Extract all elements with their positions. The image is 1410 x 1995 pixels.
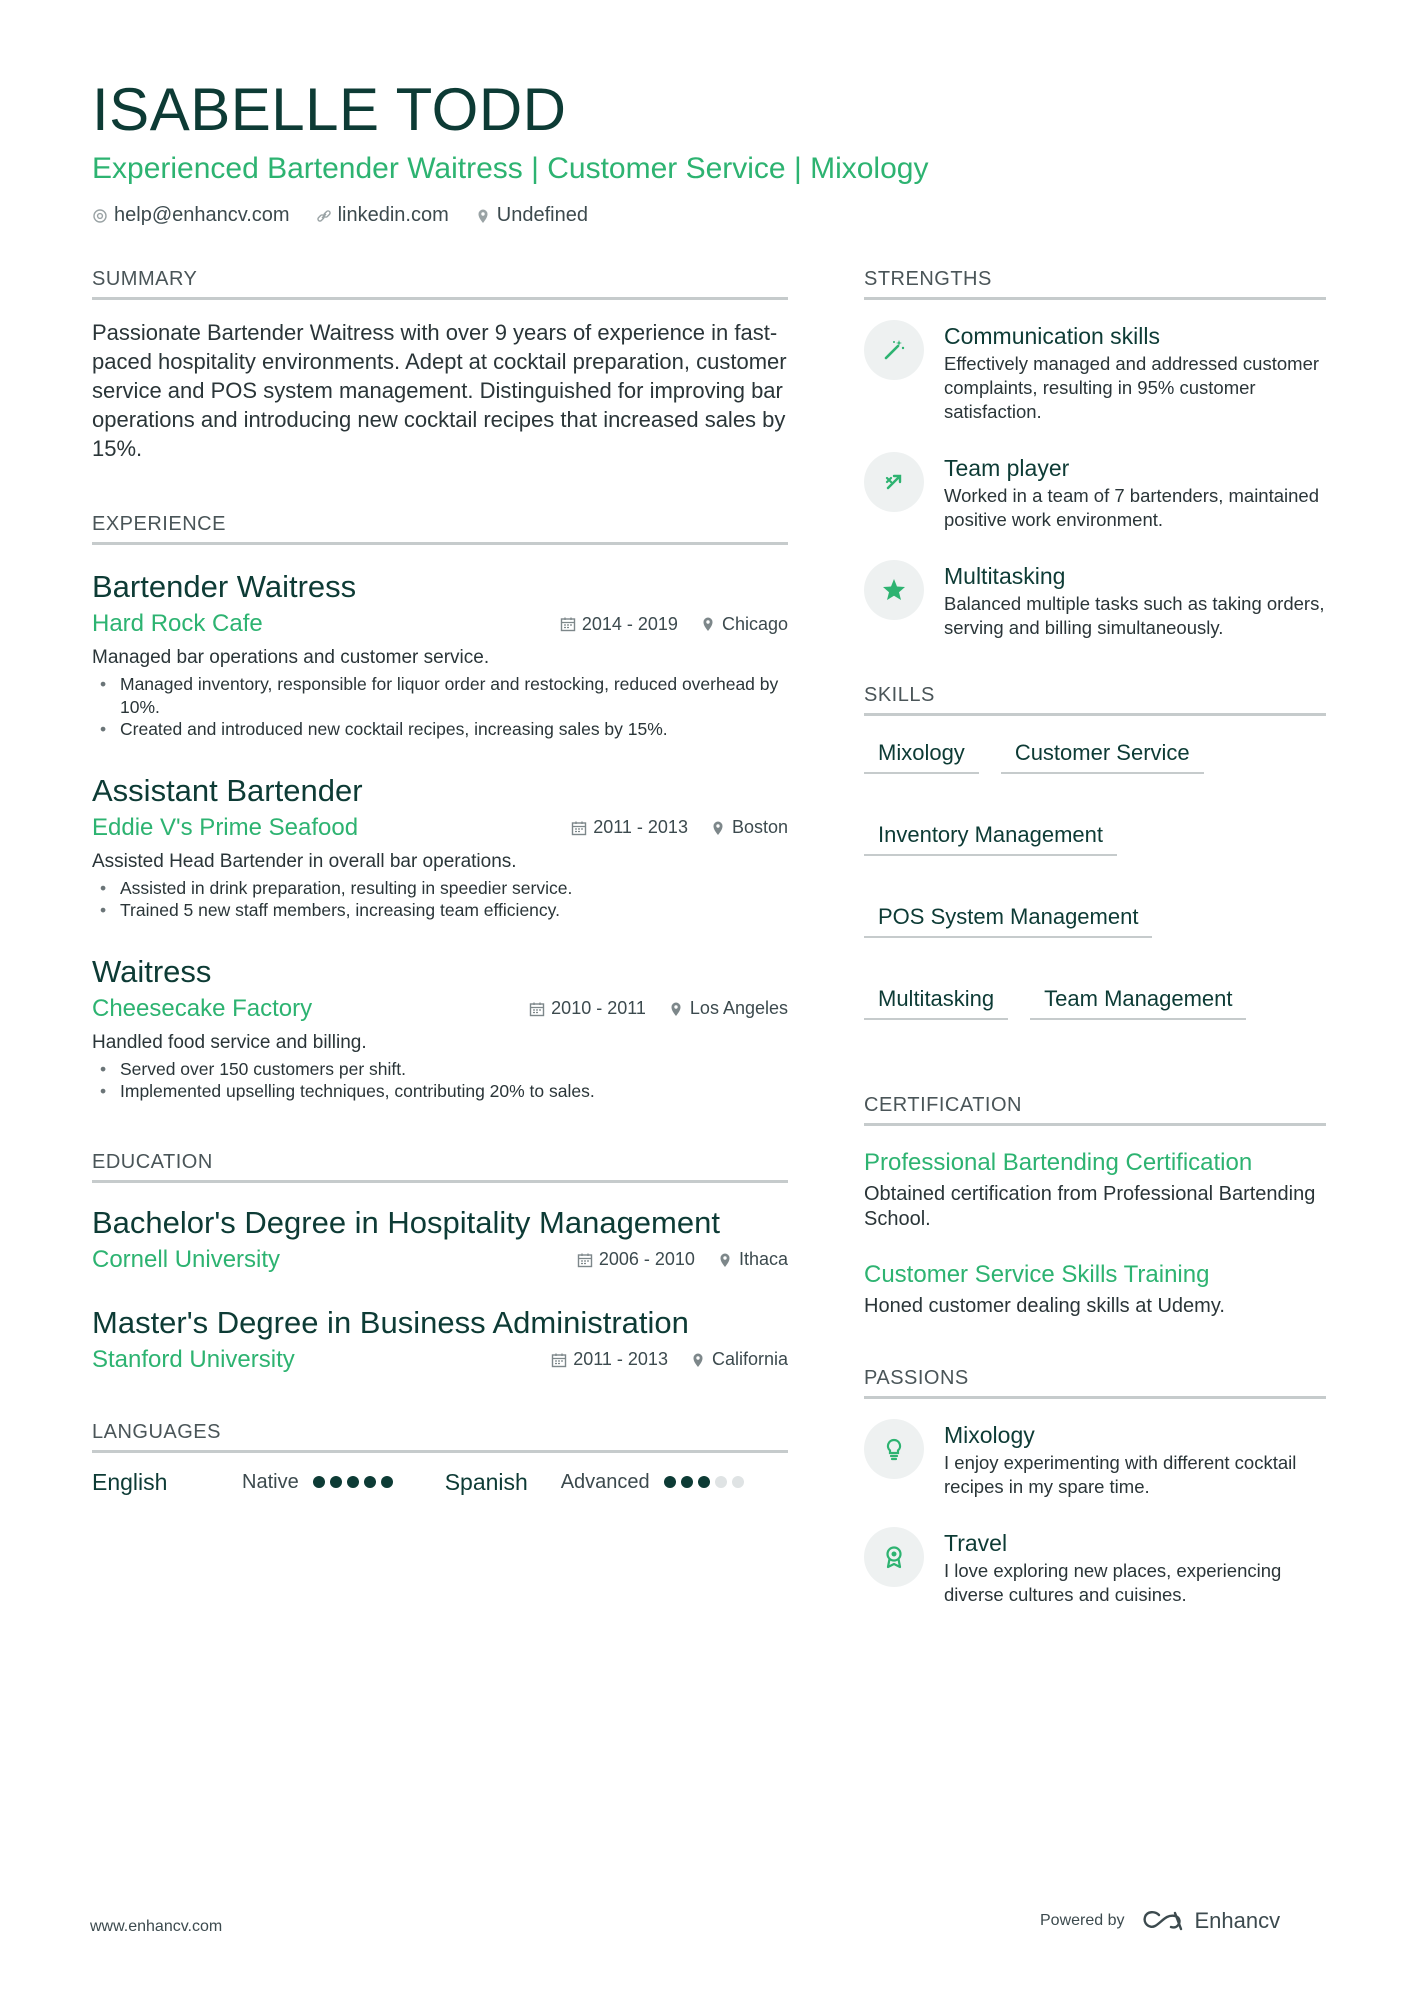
skill-tag: Mixology <box>864 736 979 774</box>
education-location: Ithaca <box>738 1249 788 1269</box>
enhancv-logo-icon <box>1141 1909 1187 1933</box>
school-name: Cornell University <box>92 1245 281 1273</box>
link-icon <box>316 208 332 224</box>
rating-dot <box>364 1476 376 1488</box>
strength-icon-wrap <box>864 320 924 380</box>
lightbulb-icon <box>880 1435 908 1463</box>
job-title: Assistant Bartender <box>92 772 363 808</box>
school-name: Stanford University <box>92 1345 295 1373</box>
linkedin-text: linkedin.com <box>337 204 449 226</box>
rating-dot <box>313 1476 325 1488</box>
strength-title: Communication skills <box>944 323 1161 349</box>
experience-entry <box>92 567 788 741</box>
language-name: Spanish <box>444 1468 528 1495</box>
summary-section <box>92 268 788 463</box>
language-rating <box>313 1476 393 1488</box>
passion-description: I enjoy experimenting with different cocktail recipes in my spare time. <box>944 1452 1297 1497</box>
experience-section <box>92 513 788 1103</box>
certification-title: Professional Bartending Certification <box>864 1149 1253 1176</box>
certification-title: Customer Service Skills Training <box>864 1261 1210 1288</box>
company-name: Hard Rock Cafe <box>92 610 263 637</box>
job-bullets <box>92 877 788 922</box>
education-dates: 2006 - 2010 <box>598 1249 695 1269</box>
education-entry <box>92 1203 788 1277</box>
candidate-name: ISABELLE TODD <box>92 76 567 143</box>
education-section <box>92 1151 788 1377</box>
language-level: Native <box>242 1470 299 1493</box>
location-pin-icon <box>668 1001 684 1017</box>
strength-icon-wrap <box>864 452 924 512</box>
job-description: Handled food service and billing. <box>92 1031 367 1053</box>
rating-dot <box>664 1476 676 1488</box>
award-icon <box>880 1543 908 1571</box>
candidate-headline: Experienced Bartender Waitress | Customer Service | Mixology <box>92 152 929 185</box>
skills-list <box>864 736 1326 1020</box>
job-dates: 2010 - 2011 <box>551 998 646 1018</box>
at-icon <box>92 208 108 224</box>
job-bullet: • Served over 150 customers per shift. <box>120 1058 788 1081</box>
passion-item <box>864 1527 1326 1607</box>
contact-linkedin[interactable] <box>316 204 449 227</box>
strength-icon-wrap <box>864 560 924 620</box>
strengths-section <box>864 268 1326 640</box>
certification-item <box>864 1258 1326 1319</box>
languages-heading: LANGUAGES <box>92 1421 788 1453</box>
rating-dot <box>715 1476 727 1488</box>
certification-description: Obtained certification from Professional Bartending School. <box>864 1183 1316 1230</box>
strength-title: Team player <box>944 455 1070 481</box>
skill-tag: POS System Management <box>864 900 1152 938</box>
languages-section <box>92 1421 788 1496</box>
experience-entry <box>92 952 788 1103</box>
magic-wand-icon <box>880 336 908 364</box>
job-location: Chicago <box>721 613 788 634</box>
strength-description: Worked in a team of 7 bartenders, maintained positive work environment. <box>944 485 1320 530</box>
location-text: Undefined <box>496 204 588 226</box>
strength-description: Effectively managed and addressed customer complaints, resulting in 95% customer satisfaction. <box>944 353 1320 422</box>
strength-description: Balanced multiple tasks such as taking orders, serving and billing simultaneously. <box>944 593 1325 638</box>
rating-dot <box>681 1476 693 1488</box>
passion-icon-wrap <box>864 1419 924 1479</box>
certification-heading: CERTIFICATION <box>864 1094 1326 1126</box>
skills-section <box>864 684 1326 1020</box>
job-dates: 2014 - 2019 <box>581 613 678 634</box>
language-level: Advanced <box>560 1470 650 1493</box>
passions-heading: PASSIONS <box>864 1367 1326 1399</box>
skills-heading: SKILLS <box>864 684 1326 716</box>
rating-dot <box>732 1476 744 1488</box>
degree-title: Bachelor's Degree in Hospitality Management <box>92 1204 720 1240</box>
company-name: Cheesecake Factory <box>92 994 313 1022</box>
job-dates: 2011 - 2013 <box>593 817 688 837</box>
job-title: Bartender Waitress <box>92 569 357 604</box>
job-description: Managed bar operations and customer service. <box>92 647 490 668</box>
skill-tag: Multitasking <box>864 982 1008 1020</box>
language-name: English <box>92 1468 168 1495</box>
education-entry <box>92 1303 788 1377</box>
calendar-icon <box>551 1352 567 1368</box>
strength-item <box>864 320 1326 424</box>
job-bullet: • Created and introduced new cocktail recipes, increasing sales by 15%. <box>120 718 788 741</box>
rating-dot <box>698 1476 710 1488</box>
job-bullets <box>92 673 788 741</box>
certification-description: Honed customer dealing skills at Udemy. <box>864 1295 1225 1317</box>
right-column <box>864 268 1326 1635</box>
language-rating <box>664 1476 744 1488</box>
rating-dot <box>347 1476 359 1488</box>
rating-dot <box>330 1476 342 1488</box>
rating-dot <box>381 1476 393 1488</box>
footer-branding <box>1040 1908 1280 1934</box>
certification-item <box>864 1146 1326 1232</box>
strength-title: Multitasking <box>944 563 1066 589</box>
strength-item <box>864 452 1326 532</box>
job-description: Assisted Head Bartender in overall bar operations. <box>92 850 517 872</box>
passions-section <box>864 1367 1326 1607</box>
job-bullet: • Managed inventory, responsible for liquor order and restocking, reduced overhead by 10%. <box>120 673 788 718</box>
location-pin-icon <box>475 208 491 224</box>
calendar-icon <box>529 1001 545 1017</box>
passion-title: Mixology <box>944 1422 1035 1448</box>
job-bullet: • Trained 5 new staff members, increasing team efficiency. <box>120 899 788 922</box>
calendar-icon <box>560 616 576 632</box>
star-icon <box>880 576 908 604</box>
calendar-icon <box>577 1252 593 1268</box>
experience-entry <box>92 771 788 922</box>
passion-item <box>864 1419 1326 1499</box>
summary-text: Passionate Bartender Waitress with over 9 years of experience in fast-paced hospitality environments. Adept at cocktail preparation, customer service and POS system management. Distinguished for improving bar operations and introducing new cocktail recipes that increased sales by 15%. <box>92 320 787 461</box>
languages-row <box>92 1469 788 1496</box>
location-pin-icon <box>700 616 716 632</box>
left-column <box>92 268 788 1496</box>
footer-website[interactable]: www.enhancv.com <box>90 1918 223 1935</box>
skill-tag: Team Management <box>1030 982 1246 1020</box>
job-title: Waitress <box>92 953 212 989</box>
skill-tag: Inventory Management <box>864 818 1117 856</box>
calendar-icon <box>571 820 587 836</box>
job-location: Los Angeles <box>689 998 788 1018</box>
arrows-icon <box>880 468 908 496</box>
email-text: help@enhancv.com <box>114 204 290 226</box>
education-heading: EDUCATION <box>92 1151 788 1183</box>
powered-by-label: Powered by <box>1040 1912 1125 1929</box>
location-pin-icon <box>710 820 726 836</box>
passion-title: Travel <box>944 1530 1008 1556</box>
job-bullet: • Implemented upselling techniques, contributing 20% to sales. <box>120 1080 788 1103</box>
education-dates: 2011 - 2013 <box>573 1349 668 1369</box>
skill-tag: Customer Service <box>1001 736 1204 774</box>
contact-email[interactable] <box>92 204 290 227</box>
summary-heading: SUMMARY <box>92 268 788 300</box>
job-location: Boston <box>731 817 788 837</box>
contact-location <box>475 204 588 227</box>
degree-title: Master's Degree in Business Administration <box>92 1304 689 1340</box>
location-pin-icon <box>717 1252 733 1268</box>
passion-icon-wrap <box>864 1527 924 1587</box>
contact-row <box>92 204 1322 227</box>
experience-heading: EXPERIENCE <box>92 513 788 545</box>
education-location: California <box>711 1349 788 1369</box>
strength-item <box>864 560 1326 640</box>
job-bullet: • Assisted in drink preparation, resulting in speedier service. <box>120 877 788 900</box>
strengths-heading: STRENGTHS <box>864 268 1326 300</box>
brand-logo[interactable] <box>1141 1908 1281 1934</box>
passion-description: I love exploring new places, experiencing diverse cultures and cuisines. <box>944 1560 1282 1605</box>
company-name: Eddie V's Prime Seafood <box>92 813 359 841</box>
location-pin-icon <box>690 1352 706 1368</box>
certification-section <box>864 1094 1326 1319</box>
resume-header <box>92 72 1322 227</box>
brand-name: Enhancv <box>1194 1908 1281 1933</box>
job-bullets <box>92 1058 788 1103</box>
